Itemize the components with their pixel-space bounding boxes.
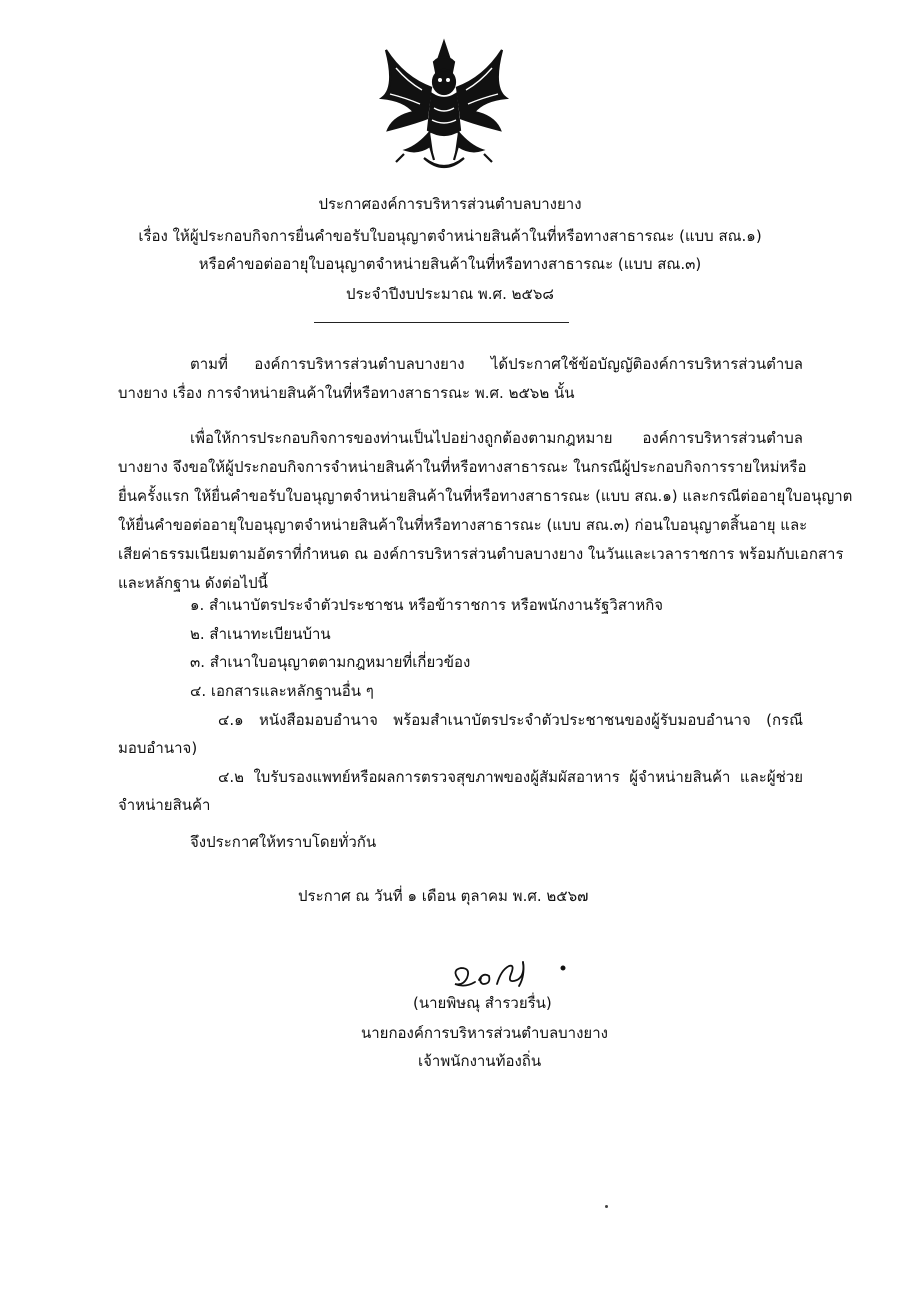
paragraph-2-line: เพื่อให้การประกอบกิจการของท่านเป็นไปอย่างถูกต้องตามกฎหมาย องค์การบริหารส่วนตำบล	[190, 429, 803, 447]
sub-item-4-2: ๔.๒ ใบรับรองแพทย์หรือผลการตรวจสุขภาพของผู้สัมผัสอาหาร ผู้จำหน่ายสินค้า และผู้ช่วย	[218, 768, 803, 786]
paragraph-2-line: เสียค่าธรรมเนียมตามอัตราที่กำหนด ณ องค์การบริหารส่วนตำบลบางยาง ในวันและเวลาราชการ พร้อมกับเอกสาร	[118, 545, 844, 563]
paragraph-2-line: ให้ยื่นคำขอต่ออายุใบอนุญาตจำหน่ายสินค้าในที่หรือทางสาธารณะ (แบบ สณ.๓) ก่อนใบอนุญาตสิ้นอายุ และ	[118, 516, 808, 534]
garuda-emblem-icon	[374, 38, 514, 178]
announcement-subject-line-2: หรือคำขอต่ออายุใบอนุญาตจำหน่ายสินค้าในที่หรือทางสาธารณะ (แบบ สณ.๓)	[198, 255, 702, 273]
document-list-item: ๒. สำเนาทะเบียนบ้าน	[190, 625, 331, 643]
document-list-item: ๑. สำเนาบัตรประจำตัวประชาชน หรือข้าราชการ หรือพนักงานรัฐวิสาหกิจ	[190, 596, 664, 614]
announcement-date: ประกาศ ณ วันที่ ๑ เดือน ตุลาคม พ.ศ. ๒๕๖๗	[298, 887, 589, 905]
announcement-subject-line: เรื่อง ให้ผู้ประกอบกิจการยื่นคำขอรับใบอนุญาตจำหน่ายสินค้าในที่หรือทางสาธารณะ (แบบ สณ.๑)	[138, 227, 762, 245]
announcement-org-line: ประกาศองค์การบริหารส่วนตำบลบางยาง	[318, 195, 582, 213]
paragraph-2-line: และหลักฐาน ดังต่อไปนี้	[118, 574, 268, 592]
paragraph-2-line: ยื่นครั้งแรก ให้ยื่นคำขอรับใบอนุญาตจำหน่ายสินค้าในที่หรือทางสาธารณะ (แบบ สณ.๑) และกรณีต่ออายุใบอนุญาต	[118, 487, 853, 505]
paragraph-1-line: บางยาง เรื่อง การจำหน่ายสินค้าในที่หรือทางสาธารณะ พ.ศ. ๒๕๖๒ นั้น	[118, 384, 575, 402]
signatory-title: นายกองค์การบริหารส่วนตำบลบางยาง	[361, 1024, 608, 1042]
signatory-name: (นายพิษณุ สำรวยรื่น)	[413, 994, 552, 1012]
handwritten-signature	[445, 956, 575, 996]
paragraph-2-line: บางยาง จึงขอให้ผู้ประกอบกิจการจำหน่ายสินค้าในที่หรือทางสาธารณะ ในกรณีผู้ประกอบกิจการรายใหม่หรือ	[118, 458, 807, 476]
sub-item-4-1: ๔.๑ หนังสือมอบอำนาจ พร้อมสำเนาบัตรประจำตัวประชาชนของผู้รับมอบอำนาจ (กรณี	[218, 711, 803, 729]
document-list-item: ๓. สำเนาใบอนุญาตตามกฎหมายที่เกี่ยวข้อง	[190, 653, 471, 671]
paragraph-1-line: ตามที่ องค์การบริหารส่วนตำบลบางยาง ได้ประกาศใช้ข้อบัญญัติองค์การบริหารส่วนตำบล	[190, 355, 803, 373]
closing-line: จึงประกาศให้ทราบโดยทั่วกัน	[190, 833, 377, 851]
sub-item-4-2-cont: จำหน่ายสินค้า	[118, 796, 211, 814]
sub-item-4-1-cont: มอบอำนาจ)	[118, 739, 198, 757]
fiscal-year-line: ประจำปีงบประมาณ พ.ศ. ๒๕๖๘	[346, 285, 554, 303]
header-divider	[314, 322, 569, 323]
signatory-role: เจ้าพนักงานท้องถิ่น	[418, 1052, 542, 1070]
document-list-item: ๔. เอกสารและหลักฐานอื่น ๆ	[190, 682, 374, 700]
scan-speck	[605, 1205, 608, 1208]
